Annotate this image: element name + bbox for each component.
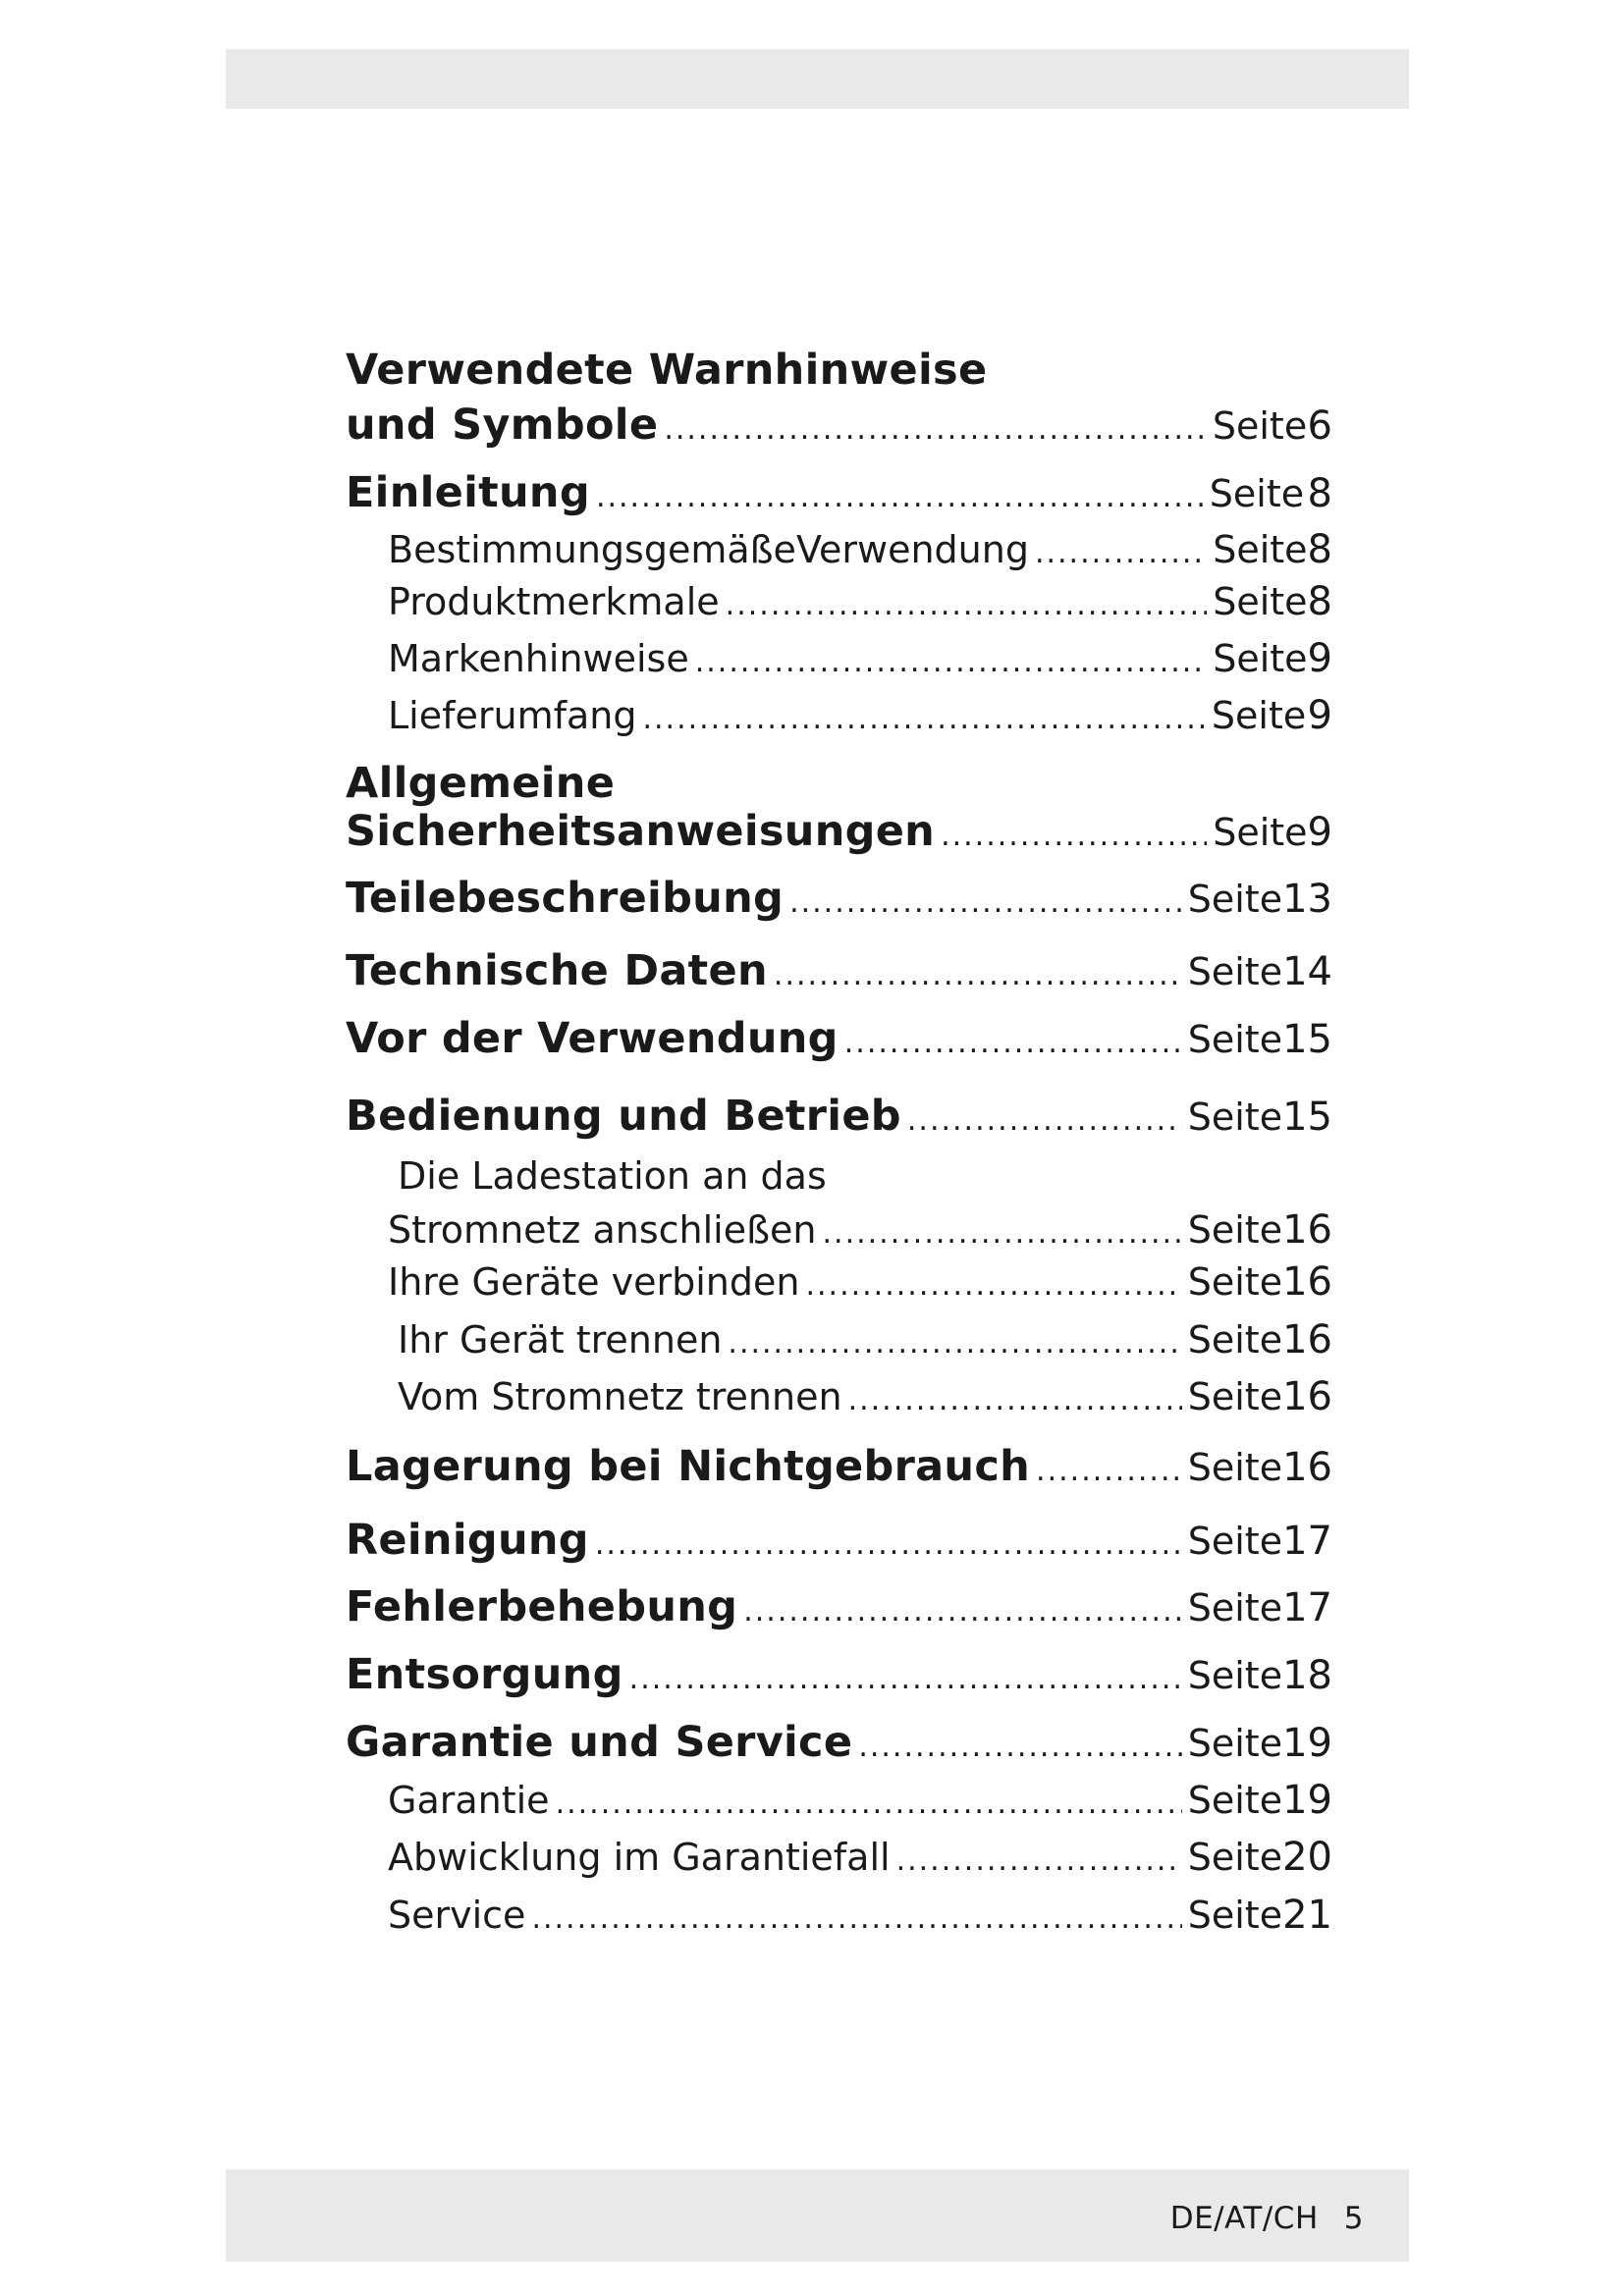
seite-label: Seite (1187, 878, 1283, 921)
toc-entry-title: Sicherheitsanweisungen (346, 807, 936, 856)
toc-subentry[interactable] (388, 1778, 1332, 1829)
seite-label: Seite (1187, 1018, 1283, 1061)
dot-leader (844, 1026, 1182, 1060)
seite-label: Seite (1187, 950, 1283, 993)
toc-subentry[interactable] (388, 636, 1332, 687)
dot-leader (848, 1383, 1182, 1417)
seite-label: Seite (1187, 1586, 1283, 1629)
toc-entry-title: Lagerung bei Nichtgebrauch (346, 1442, 1031, 1491)
seite-label: Seite (1187, 1446, 1283, 1489)
toc-entry-title: Service (388, 1894, 526, 1937)
dot-leader (1036, 1454, 1182, 1488)
toc-entry-title: und Symbole (346, 400, 659, 450)
dot-leader (858, 1730, 1181, 1764)
toc-entry-title: Produktmerkmale (388, 580, 720, 623)
toc-entry[interactable] (346, 1650, 1332, 1701)
toc-subentry[interactable] (388, 1835, 1332, 1886)
toc-entry-title: Vom Stromnetz trennen (398, 1375, 842, 1418)
seite-label: Seite (1187, 1836, 1283, 1879)
toc-subentry[interactable] (388, 1893, 1332, 1944)
toc-page-number: 14 (1282, 949, 1332, 994)
toc-page-number: 17 (1282, 1519, 1332, 1564)
toc-entry-title: Einleitung (346, 468, 590, 517)
toc-subentry-first-line: Die Ladestation an das (398, 1154, 827, 1198)
dot-leader (531, 1901, 1181, 1936)
toc-entry-title: Ihre Geräte verbinden (388, 1260, 800, 1304)
footer-band (226, 2169, 1409, 2262)
toc-entry[interactable] (346, 468, 1332, 519)
toc-page-number: 9 (1307, 636, 1332, 681)
toc-entry[interactable] (346, 1582, 1332, 1633)
dot-leader (728, 1326, 1181, 1361)
toc-subentry[interactable] (398, 1374, 1332, 1425)
seite-label: Seite (1187, 1654, 1283, 1697)
toc-page-number: 21 (1282, 1893, 1332, 1938)
dot-leader (664, 412, 1207, 447)
toc-entry[interactable] (346, 400, 1332, 452)
toc-page-number: 16 (1282, 1317, 1332, 1362)
footer-text (1170, 2201, 1364, 2236)
seite-label: Seite (1209, 472, 1305, 515)
seite-label: Seite (1187, 1375, 1283, 1418)
toc-entry-title: Bedienung und Betrieb (346, 1092, 901, 1141)
seite-label: Seite (1187, 1722, 1283, 1765)
toc-subentry[interactable] (388, 693, 1332, 744)
toc-entry-title: Reinigung (346, 1516, 589, 1565)
dot-leader (896, 1843, 1182, 1878)
toc-page-number: 16 (1282, 1259, 1332, 1305)
dot-leader (642, 702, 1205, 736)
toc-entry-title: Markenhinweise (388, 637, 689, 680)
dot-leader (823, 1216, 1182, 1251)
toc-heading-first-line: Verwendete Warnhinweise (346, 346, 988, 395)
toc-entry-title: Abwicklung im Garantiefall (388, 1836, 891, 1879)
dot-leader (789, 885, 1182, 920)
seite-label: Seite (1187, 1894, 1283, 1937)
toc-entry-title: Technische Daten (346, 946, 768, 995)
dot-leader (595, 1527, 1182, 1562)
toc-page-number: 8 (1307, 527, 1332, 572)
toc-subentry[interactable] (388, 1207, 1332, 1258)
seite-label: Seite (1187, 1779, 1283, 1822)
toc-subentry[interactable] (398, 1317, 1332, 1368)
toc-page-number: 8 (1307, 579, 1332, 624)
toc-page-number: 16 (1282, 1207, 1332, 1253)
seite-label: Seite (1187, 1260, 1283, 1304)
footer-page-number: 5 (1343, 2201, 1364, 2236)
toc-entry-title: Ihr Gerät trennen (398, 1318, 723, 1362)
dot-leader (629, 1662, 1182, 1696)
toc-page-number: 17 (1282, 1585, 1332, 1630)
seite-label: Seite (1213, 580, 1308, 623)
toc-entry-title: Lieferumfang (388, 694, 637, 737)
toc-page-number: 15 (1282, 1095, 1332, 1140)
toc-entry[interactable] (346, 1014, 1332, 1065)
seite-label: Seite (1213, 637, 1308, 680)
toc-entry-title: Stromnetz anschließen (388, 1208, 817, 1252)
toc-entry[interactable] (346, 807, 1332, 858)
dot-leader (1035, 536, 1207, 570)
toc-entry-title: Garantie (388, 1779, 550, 1822)
dot-leader (743, 1594, 1182, 1629)
seite-label: Seite (1187, 1520, 1283, 1563)
toc-entry-title: Teilebeschreibung (346, 874, 785, 923)
toc-heading-first-line: Allgemeine (346, 759, 616, 808)
toc-page-number: 19 (1282, 1778, 1332, 1823)
toc-entry[interactable] (346, 1092, 1332, 1143)
toc-entry[interactable] (346, 1516, 1332, 1567)
dot-leader (805, 1268, 1181, 1303)
dot-leader (941, 819, 1207, 853)
toc-page-number: 9 (1307, 693, 1332, 738)
toc-page-number: 18 (1282, 1653, 1332, 1698)
dot-leader (907, 1103, 1182, 1138)
seite-label: Seite (1187, 1095, 1283, 1139)
toc-entry[interactable] (346, 1718, 1332, 1769)
dot-leader (596, 480, 1204, 514)
dot-leader (726, 588, 1208, 622)
toc-page-number: 15 (1282, 1017, 1332, 1062)
toc-page-number: 13 (1282, 877, 1332, 922)
toc-page-number: 8 (1307, 471, 1332, 516)
header-band (226, 49, 1409, 109)
dot-leader (774, 958, 1182, 992)
toc-page-number: 9 (1307, 810, 1332, 855)
seite-label: Seite (1187, 1208, 1283, 1252)
toc-entry-title: Fehlerbehebung (346, 1582, 738, 1631)
toc-entry-title: BestimmungsgemäßeVerwendung (388, 528, 1029, 571)
toc-page-number: 19 (1282, 1721, 1332, 1766)
footer-region: DE/AT/CH (1169, 2201, 1319, 2236)
seite-label: Seite (1213, 528, 1308, 571)
seite-label: Seite (1211, 694, 1307, 737)
toc-page-number: 20 (1282, 1835, 1332, 1880)
toc-page-number: 6 (1307, 403, 1332, 449)
seite-label: Seite (1187, 1318, 1283, 1362)
toc-page-number: 16 (1282, 1374, 1332, 1419)
toc-entry[interactable] (346, 946, 1332, 997)
toc-entry[interactable] (346, 1442, 1332, 1493)
toc-entry[interactable] (346, 874, 1332, 925)
toc-subentry[interactable] (388, 579, 1332, 630)
toc-entry-title: Garantie und Service (346, 1718, 853, 1767)
seite-label: Seite (1212, 404, 1308, 448)
seite-label: Seite (1213, 811, 1308, 854)
dot-leader (695, 645, 1207, 679)
toc-entry-title: Vor der Verwendung (346, 1014, 839, 1063)
toc-page-number: 16 (1282, 1445, 1332, 1490)
dot-leader (556, 1787, 1182, 1821)
toc-subentry[interactable] (388, 1259, 1332, 1310)
toc-subentry[interactable] (388, 527, 1332, 578)
toc-entry-title: Entsorgung (346, 1650, 623, 1699)
